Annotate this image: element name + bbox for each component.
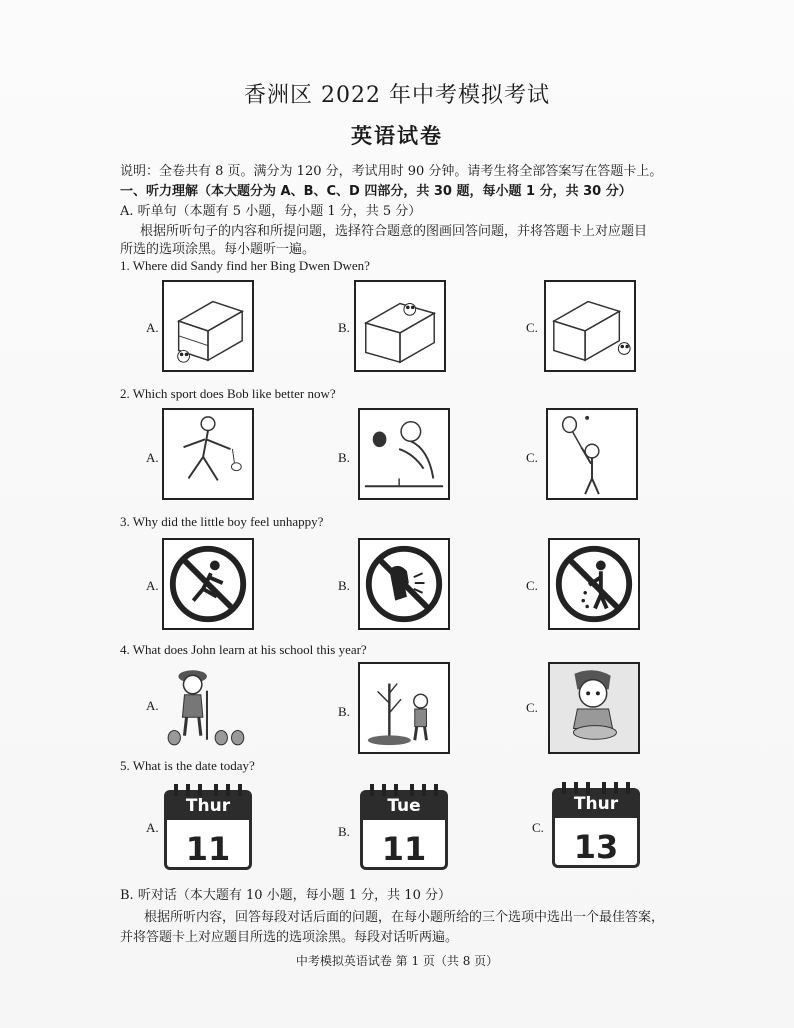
- section-heading: 一、听力理解（本大题分为 A、B、C、D 四部分，共 30 题，每小题 1 分，共 30 分）: [120, 184, 632, 199]
- q3-option-c-image[interactable]: [548, 538, 640, 630]
- boy-cooking-icon: [550, 664, 638, 752]
- q1-option-c-image[interactable]: [544, 280, 636, 372]
- q5-option-a-calendar[interactable]: [164, 784, 252, 870]
- q2-option-c-label: C.: [526, 450, 538, 465]
- page-title: 香洲区 2022 年中考模拟考试: [244, 83, 550, 108]
- page-footer: 中考模拟英语试卷 第 1 页（共 8 页）: [295, 954, 499, 968]
- q2-option-a-image[interactable]: [162, 408, 254, 500]
- question-1: 1. Where did Sandy find her Bing Dwen Dwen?: [120, 258, 370, 273]
- boy-planting-tree-icon: [360, 664, 448, 752]
- part-a-desc-1: 根据所听句子的内容和所提问题，选择符合题意的图画回答问题，并将答题卡上对应题目: [140, 224, 648, 239]
- badminton-player-icon: [164, 410, 252, 498]
- q4-option-b-label: B.: [338, 704, 350, 719]
- q3-option-b-label: B.: [338, 578, 350, 593]
- q3-option-b-image[interactable]: [358, 538, 450, 630]
- no-littering-sign-icon: [550, 540, 638, 628]
- table-tennis-player-icon: [360, 410, 448, 498]
- q3-option-c-label: C.: [526, 578, 538, 593]
- q4-option-c-image[interactable]: [548, 662, 640, 754]
- calendar-date: 11: [381, 830, 427, 868]
- page-subtitle: 英语试卷: [351, 123, 443, 148]
- drawer-toy-beside-icon: [546, 282, 634, 370]
- question-4: 4. What does John learn at his school this year?: [120, 642, 367, 657]
- part-b-heading: B. 听对话（本大题有 10 小题，每小题 1 分，共 10 分）: [120, 888, 451, 903]
- drawer-toy-on-top-icon: [356, 282, 444, 370]
- q1-option-a-image[interactable]: [162, 280, 254, 372]
- q4-option-b-image[interactable]: [358, 662, 450, 754]
- q1-option-a-label: A.: [146, 320, 159, 335]
- no-running-sign-icon: [164, 540, 252, 628]
- q3-option-a-label: A.: [146, 578, 159, 593]
- calendar-date: 13: [573, 828, 619, 866]
- boy-gardening-icon: [162, 660, 254, 752]
- calendar-day: Thur: [573, 794, 619, 814]
- q5-option-b-label: B.: [338, 824, 350, 839]
- part-a-heading: A. 听单句（本题有 5 小题，每小题 1 分，共 5 分）: [120, 204, 422, 219]
- q5-option-c-calendar[interactable]: [552, 782, 640, 868]
- q1-option-c-label: C.: [526, 320, 538, 335]
- part-a-desc-2: 所选的选项涂黑。每小题听一遍。: [120, 242, 316, 257]
- q4-option-a-label: A.: [146, 698, 159, 713]
- q1-option-b-label: B.: [338, 320, 350, 335]
- question-3: 3. Why did the little boy feel unhappy?: [120, 514, 324, 529]
- q2-option-b-label: B.: [338, 450, 350, 465]
- tennis-player-icon: [548, 410, 636, 498]
- no-shouting-sign-icon: [360, 540, 448, 628]
- part-b-desc-1: 根据所听内容，回答每段对话后面的问题，在每小题所给的三个选项中选出一个最佳答案，: [144, 910, 665, 925]
- q5-option-b-calendar[interactable]: [360, 784, 448, 870]
- exam-note: 说明：全卷共有 8 页。满分为 120 分，考试用时 90 分钟。请考生将全部答案写在答题卡上。: [120, 164, 663, 179]
- calendar-day: Thur: [185, 796, 231, 816]
- q3-option-a-image[interactable]: [162, 538, 254, 630]
- question-2: 2. Which sport does Bob like better now?: [120, 386, 336, 401]
- q4-option-a-image[interactable]: [162, 660, 254, 752]
- q1-option-b-image[interactable]: [354, 280, 446, 372]
- calendar-day: Tue: [387, 796, 421, 816]
- part-b-desc-2: 并将答题卡上对应题目所选的选项涂黑。每段对话听两遍。: [120, 930, 459, 945]
- q2-option-b-image[interactable]: [358, 408, 450, 500]
- calendar-date: 11: [185, 830, 231, 868]
- q5-option-a-label: A.: [146, 820, 159, 835]
- drawer-toy-under-icon: [164, 282, 252, 370]
- q5-option-c-label: C.: [532, 820, 544, 835]
- q2-option-c-image[interactable]: [546, 408, 638, 500]
- q2-option-a-label: A.: [146, 450, 159, 465]
- question-5: 5. What is the date today?: [120, 758, 255, 773]
- q4-option-c-label: C.: [526, 700, 538, 715]
